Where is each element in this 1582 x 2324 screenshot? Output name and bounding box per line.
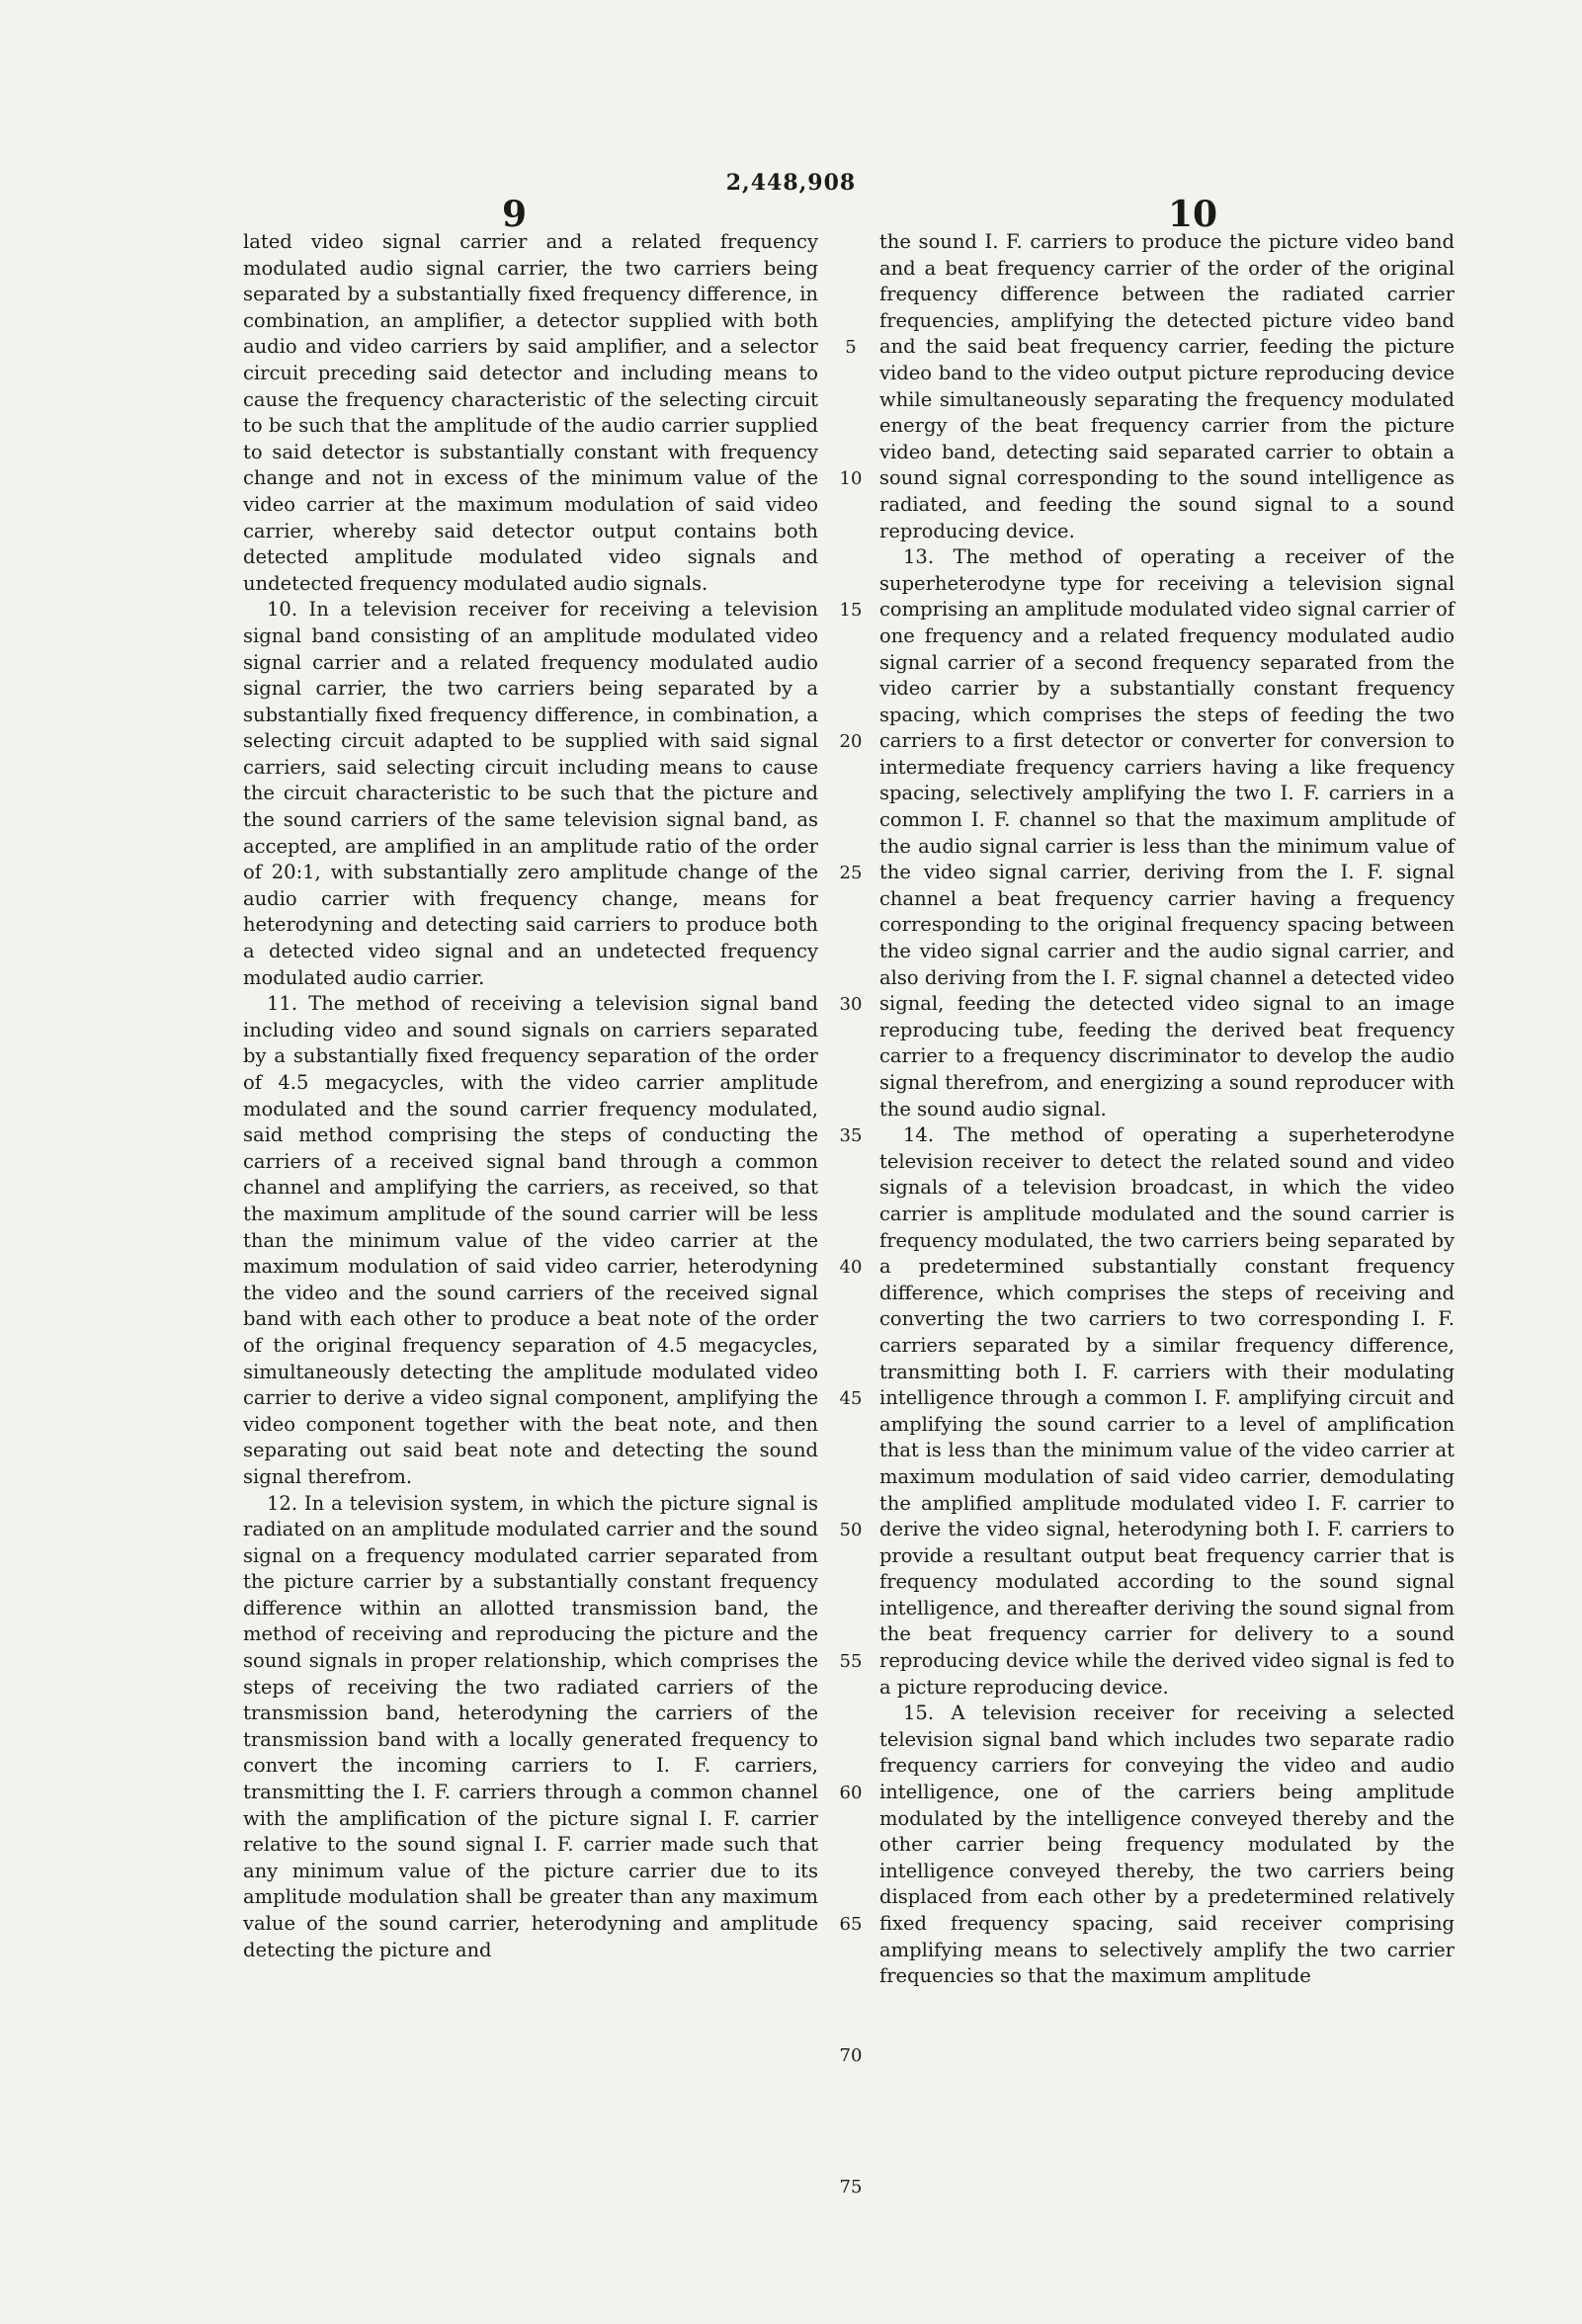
paragraph: 13. The method of operating a receiver of the superheterodyne type for receiving a television signal comprising an amplitude modulated video signal carrier of one frequency and a related frequency modulated audio signal carrier of a second frequency separated from the video carrier by a substantially constant frequency spacing, which comprises the steps of feeding the two carriers to a first detector or converter for conversion to intermediate frequency carriers having a like frequency spacing, selectively amplifying the two I. F. carriers in a common I. F. channel so that the maximum amplitude of the audio signal carrier is less than the minimum value of the video signal carrier, deriving from the I. F. signal channel a beat frequency carrier having a frequency corresponding to the original frequency spacing between the video signal carrier and the audio signal carrier, and also deriving from the I. F. signal channel a detected video signal, feeding the detected video signal to an image reproducing tube, feeding the derived beat frequency carrier to a frequency discriminator to develop the audio signal therefrom, and energizing a sound reproducer with the sound audio signal. bbox=[879, 545, 1455, 1120]
line-number: 15 bbox=[839, 600, 863, 622]
left-column bbox=[243, 229, 818, 1963]
paragraph: 14. The method of operating a superheterodyne television receiver to detect the related sound and video signals of a television broadcast, in which the video carrier is amplitude modulated and the sound carrier is frequency modulated, the two carriers being separated by a predetermined substantially constant frequency difference, which comprises the steps of receiving and converting the two carriers to two corresponding I. F. carriers separated by a similar frequency difference, transmitting both I. F. carriers with their modulating intelligence through a common I. F. amplifying circuit and amplifying the sound carrier to a level of amplification that is less than the minimum value of the video carrier at maximum modulation of said video carrier, demodulating the amplified amplitude modulated video I. F. carrier to derive the video signal, heterodyning both I. F. carriers to provide a resultant output beat frequency carrier that is frequency modulated according to the sound signal intelligence, and thereafter deriving the sound signal from the beat frequency carrier for delivery to a sound reproducing device while the derived video signal is fed to a picture reproducing device. bbox=[879, 1123, 1455, 1699]
line-number: 30 bbox=[839, 994, 863, 1016]
line-number: 60 bbox=[839, 1783, 863, 1804]
line-number: 35 bbox=[839, 1125, 863, 1147]
line-number: 50 bbox=[839, 1520, 863, 1541]
patent-number: 2,448,908 bbox=[725, 170, 857, 196]
page-number-left: 9 bbox=[502, 194, 528, 235]
paragraph: lated video signal carrier and a related frequency modulated audio signal carrier, the two carriers being separated by a substantially fixed frequency difference, in combination, an amplifier, a detector supplied with both audio and video carriers by said amplifier, and a selector circuit preceding said detector and including means to cause the frequency characteristic of the selecting circuit to be such that the amplitude of the audio carrier supplied to said detector is substantially constant with frequency change and not in excess of the minimum value of the video carrier at the maximum modulation of said video carrier, whereby said detector output contains both detected amplitude modulated video signals and undetected frequency modulated audio signals. bbox=[243, 230, 818, 595]
line-number: 20 bbox=[839, 731, 863, 753]
line-number: 10 bbox=[839, 468, 863, 490]
paragraph: 10. In a television receiver for receiving a television signal band consisting of an amplitude modulated video signal carrier and a related frequency modulated audio signal carrier, the two carriers being separated by a substantially fixed frequency difference, in combination, a selecting circuit adapted to be supplied with said signal carriers, said selecting circuit including means to cause the circuit characteristic to be such that the picture and the sound carriers of the same television signal band, as accepted, are amplified in an amplitude ratio of the order of 20:1, with substantially zero amplitude change of the audio carrier with frequency change, means for heterodyning and detecting said carriers to produce both a detected video signal and an undetected frequency modulated audio carrier. bbox=[243, 598, 818, 989]
paragraph: 15. A television receiver for receiving a selected television signal band which includes two separate radio frequency carriers for conveying the video and audio intelligence, one of the carriers being amplitude modulated by the intelligence conveyed thereby and the other carrier being frequency modulated by the intelligence conveyed thereby, the two carriers being displaced from each other by a predetermined relatively fixed frequency spacing, said receiver comprising amplifying means to selectively amplify the two carrier frequencies so that the maximum amplitude bbox=[879, 1702, 1455, 1988]
line-number: 5 bbox=[845, 337, 857, 359]
line-number: 70 bbox=[839, 2045, 863, 2067]
line-number: 55 bbox=[839, 1651, 863, 1673]
paragraph: 12. In a television system, in which the picture signal is radiated on an amplitude modulated carrier and the sound signal on a frequency modulated carrier separated from the picture carrier by a substantially constant frequency difference within an allotted transmission band, the method of receiving and reproducing the picture and the sound signals in proper relationship, which comprises the steps of receiving the two radiated carriers of the transmission band, heterodyning the carriers of the transmission band with a locally generated frequency to convert the incoming carriers to I. F. carriers, transmitting the I. F. carriers through a common channel with the amplification of the picture signal I. F. carrier relative to the sound signal I. F. carrier made such that any minimum value of the picture carrier due to its amplitude modulation shall be greater than any maximum value of the sound carrier, heterodyning and amplitude detecting the picture and bbox=[243, 1491, 818, 1961]
paragraph: the sound I. F. carriers to produce the picture video band and a beat frequency carrier of the order of the original frequency difference between the radiated carrier frequencies, amplifying the detected picture video band and the said beat frequency carrier, feeding the picture video band to the video output picture reproducing device while simultaneously separating the frequency modulated energy of the beat frequency carrier from the picture video band, detecting said separated carrier to obtain a sound signal corresponding to the sound intelligence as radiated, and feeding the sound signal to a sound reproducing device. bbox=[879, 230, 1455, 542]
line-number: 40 bbox=[839, 1257, 863, 1279]
line-number: 25 bbox=[839, 863, 863, 884]
page-number-right: 10 bbox=[1168, 194, 1218, 235]
right-column bbox=[879, 229, 1455, 1990]
line-number: 65 bbox=[839, 1914, 863, 1936]
line-number: 45 bbox=[839, 1388, 863, 1410]
paragraph: 11. The method of receiving a television signal band including video and sound signals on carriers separated by a substantially fixed frequency separation of the order of 4.5 megacycles, with the video carrier amplitude modulated and the sound carrier frequency modulated, said method comprising the steps of conducting the carriers of a received signal band through a common channel and amplifying the carriers, as received, so that the maximum amplitude of the sound carrier will be less than the minimum value of the video carrier at the maximum modulation of said video carrier, heterodyning the video and the sound carriers of the received signal band with each other to produce a beat note of the order of the original frequency separation of 4.5 megacycles, simultaneously detecting the amplitude modulated video carrier to derive a video signal component, amplifying the video component together with the beat note, and then separating out said beat note and detecting the sound signal therefrom. bbox=[243, 992, 818, 1488]
line-number: 75 bbox=[839, 2177, 863, 2199]
